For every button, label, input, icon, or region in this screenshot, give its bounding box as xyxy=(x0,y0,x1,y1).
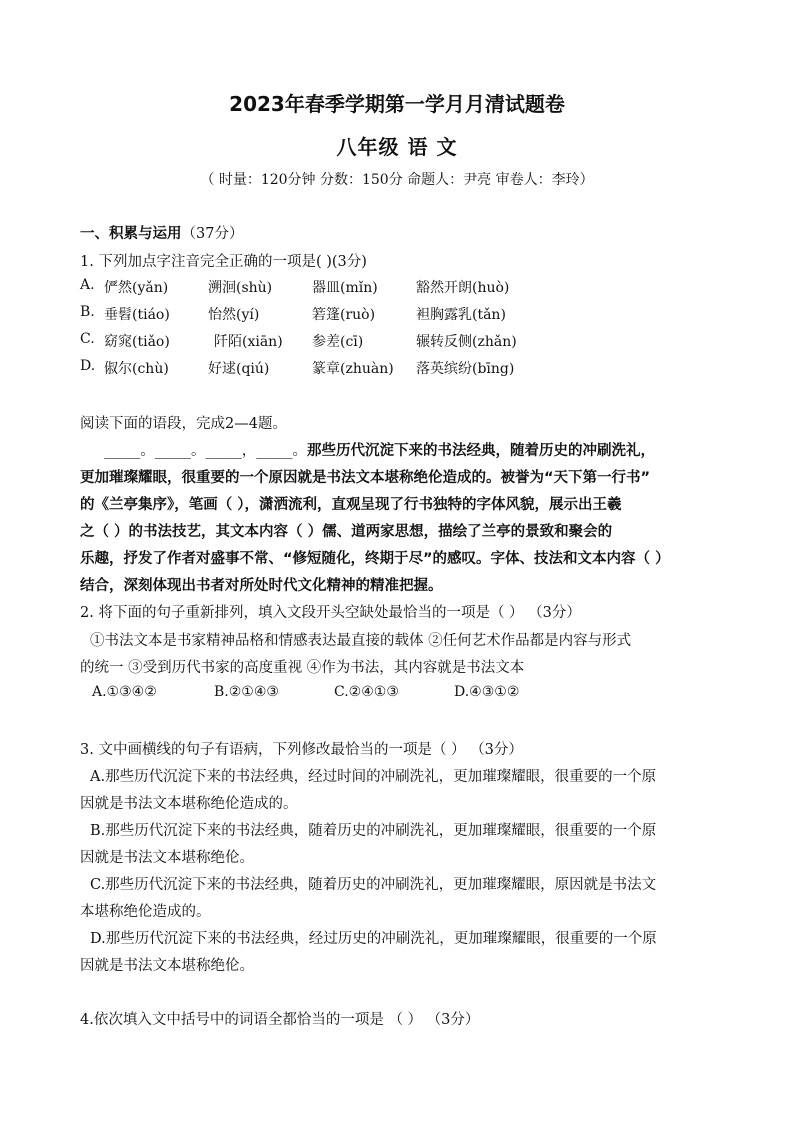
section-points: （37分） xyxy=(181,226,244,242)
q1-c-word3: 参差(cī) xyxy=(312,334,364,350)
q1-b-word4: 袒胸露乳(tǎn) xyxy=(416,307,506,323)
q2-choice-a: A.①③④② xyxy=(92,684,157,700)
q4-stem: 4.依次填入文中括号中的词语全都恰当的一项是 （ ） （3分） xyxy=(80,1012,480,1028)
passage-line-4: 之（ ）的书法技艺，其文本内容（ ）儒、道两家思想，描绘了兰亭的景致和聚会的 xyxy=(80,524,613,540)
passage-line-3: 的《兰亭集序》，笔画（ ），潇洒流利，直观呈现了行书独特的字体风貌，展示出王羲 xyxy=(80,497,622,513)
q1-option-c xyxy=(80,331,720,351)
q1-a-word4: 豁然开朗(huò) xyxy=(416,280,510,296)
q1-option-a xyxy=(80,277,720,297)
q1-c-label: C. xyxy=(80,331,95,347)
q1-b-label: B. xyxy=(80,304,95,320)
q3-option-d-line-2: 因就是书法文本堪称绝伦。 xyxy=(80,958,254,974)
q1-d-word1: 俶尔(chù) xyxy=(104,361,169,377)
q1-b-word2: 怡然(yí) xyxy=(208,307,260,323)
passage-blanks: _____。_____。_____，_____。 xyxy=(104,443,307,459)
q2-sentences-line-2: 的统一 ③受到历代书家的高度重视 ④作为书法，其内容就是书法文本 xyxy=(80,660,525,676)
q1-c-word2: 阡陌(xiān) xyxy=(214,334,283,350)
q2-choices xyxy=(92,684,732,704)
q1-d-word3: 篆章(zhuàn) xyxy=(312,361,394,377)
q2-choice-d: D.④③①② xyxy=(454,684,520,700)
passage-line-1 xyxy=(104,439,655,460)
q3-option-c-line-2: 本堪称绝伦造成的。 xyxy=(80,904,211,920)
q1-a-word1: 俨然(yǎn) xyxy=(104,280,169,296)
q1-stem: 1. 下列加点字注音完全正确的一项是( )(3分) xyxy=(80,254,367,270)
passage-text-1: 那些历代沉淀下来的书法经典，随着历史的冲刷洗礼， xyxy=(307,443,655,459)
q3-option-a-line-1: A.那些历代沉淀下来的书法经典，经过时间的冲刷洗礼，更加璀璨耀眼，很重要的一个原 xyxy=(90,769,657,785)
q1-b-word1: 垂髫(tiáo) xyxy=(104,307,170,323)
q3-option-d-line-1: D.那些历代沉淀下来的书法经典，经过历史的冲刷洗礼，更加璀璨耀眼，很重要的一个原 xyxy=(90,931,657,947)
q1-d-word2: 好逑(qiú) xyxy=(208,361,270,377)
q2-stem: 2. 将下面的句子重新排列，填入文段开头空缺处最恰当的一项是（ ） （3分） xyxy=(80,605,581,621)
passage-line-5: 乐趣，抒发了作者对盛事不常、“修短随化，终期于尽”的感叹。字体、技法和文本内容（ ） xyxy=(80,551,670,567)
exam-subtitle: 八年级 语 文 xyxy=(336,135,458,159)
q3-stem: 3. 文中画横线的句子有语病，下列修改最恰当的一项是（ ） （3分） xyxy=(80,742,523,758)
q1-d-label: D. xyxy=(80,358,96,374)
passage-line-2: 更加璀璨耀眼，很重要的一个原因就是书法文本堪称绝伦造成的。被誉为“天下第一行书” xyxy=(80,470,651,486)
q1-option-b xyxy=(80,304,720,324)
q3-option-c-line-1: C.那些历代沉淀下来的书法经典，随着历史的冲刷洗礼，更加璀璨耀眼，原因就是书法文 xyxy=(90,877,657,893)
q1-b-word3: 箬篷(ruò) xyxy=(312,307,376,323)
exam-meta-info: （ 时量：120分钟 分数：150分 命题人：尹亮 审卷人：李玲） xyxy=(200,172,594,188)
q3-option-b-line-1: B.那些历代沉淀下来的书法经典，随着历史的冲刷洗礼，更加璀璨耀眼，很重要的一个原 xyxy=(90,823,657,839)
section-heading xyxy=(80,222,243,243)
q1-a-w1: A. xyxy=(80,277,95,293)
q3-option-a-line-2: 因就是书法文本堪称绝伦造成的。 xyxy=(80,796,298,812)
exam-title: 2023年春季学期第一学月月清试题卷 xyxy=(229,92,565,116)
q1-a-word2: 溯洄(shù) xyxy=(208,280,273,296)
q2-choice-c: C.②④①③ xyxy=(334,684,399,700)
q1-d-word4: 落英缤纷(bīng) xyxy=(416,361,515,377)
q2-choice-b: B.②①④③ xyxy=(214,684,279,700)
q1-option-d xyxy=(80,358,720,378)
q1-c-word4: 辗转反侧(zhǎn) xyxy=(416,334,517,350)
q3-option-b-line-2: 因就是书法文本堪称绝伦。 xyxy=(80,850,254,866)
reading-intro: 阅读下面的语段，完成2—4题。 xyxy=(80,416,287,432)
q1-c-word1: 窈窕(tiǎo) xyxy=(104,334,170,350)
section-title: 一、积累与运用 xyxy=(80,226,182,242)
passage-line-6: 结合，深刻体现出书者对所处时代文化精神的精准把握。 xyxy=(80,578,443,594)
q1-a-word3: 器皿(mǐn) xyxy=(312,280,378,296)
q2-sentences-line-1: ①书法文本是书家精神品格和情感表达最直接的载体 ②任何艺术作品都是内容与形式 xyxy=(90,633,632,649)
